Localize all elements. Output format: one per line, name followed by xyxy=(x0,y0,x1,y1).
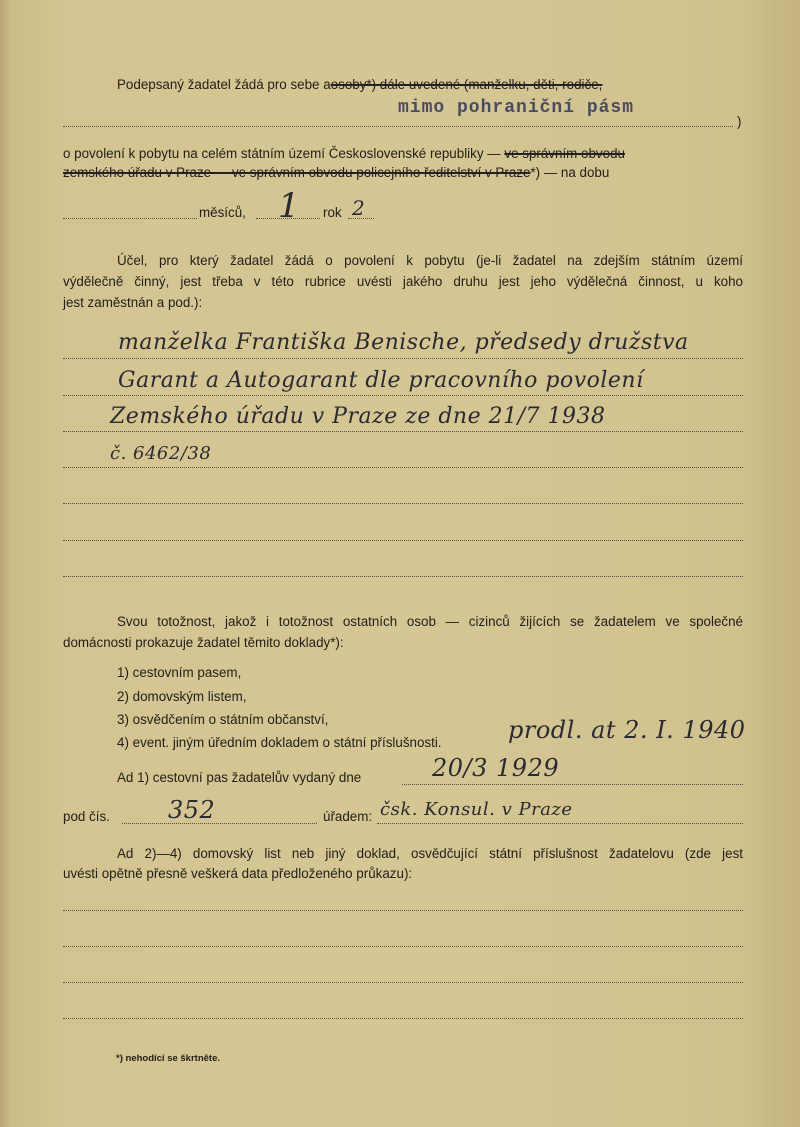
permit-line-3 xyxy=(63,164,609,182)
close-paren: ) xyxy=(737,114,742,129)
doc-item-text: osvědčením o státním občanství, xyxy=(132,712,329,727)
passport-number: 352 xyxy=(168,796,216,824)
permit-text: o povolení k pobytu na celém státním území Československé republiky — xyxy=(63,146,501,161)
dotted-line xyxy=(63,946,743,947)
doc-item-num: 1) xyxy=(117,665,129,680)
office-label: úřadem: xyxy=(323,809,373,824)
doc-item-num: 2) xyxy=(117,689,129,704)
doc-item xyxy=(117,711,328,729)
doc-item-num: 3) xyxy=(117,712,129,727)
domicile-line-1: Ad 2)—4) domovský list neb jiný doklad, osvědčující státní příslušnost žadatelovu (zde jest xyxy=(117,846,743,861)
passport-date: 20/3 1929 xyxy=(432,754,560,782)
permit-line-2 xyxy=(63,145,625,163)
intro-text: Podepsaný žadatel žádá pro sebe a xyxy=(117,77,331,92)
dotted-line xyxy=(63,431,743,432)
extension-note: prodl. at 2. I. 1940 xyxy=(508,716,746,744)
purpose-hand-2: Garant a Autogarant dle pracovního povolení xyxy=(118,368,644,393)
dotted-line xyxy=(402,784,743,785)
typed-note: mimo pohraniční pásm xyxy=(398,98,635,118)
doc-item xyxy=(117,664,241,682)
doc-item-text: domovským listem, xyxy=(132,689,247,704)
passport-office: čsk. Konsul. v Praze xyxy=(380,799,573,820)
dotted-line xyxy=(63,467,743,468)
purpose-hand-1: manželka Františka Benische, předsedy družstva xyxy=(118,330,689,355)
dotted-line xyxy=(63,503,743,504)
dotted-line xyxy=(377,823,743,824)
doc-item-num: 4) xyxy=(117,735,129,750)
year-value: 2 xyxy=(352,196,366,220)
doc-item-text: cestovním pasem, xyxy=(132,665,242,680)
doc-item-text: event. jiným úředním dokladem o státní příslušnosti. xyxy=(132,735,442,750)
number-label: pod čís. xyxy=(63,809,110,824)
months-value: 1 xyxy=(278,186,301,226)
dotted-line xyxy=(63,218,197,219)
intro-line xyxy=(117,76,602,94)
doc-item xyxy=(117,688,247,706)
purpose-line-1: Účel, pro který žadatel žádá o povolení k pobytu (je-li žadatel na zdejším státním území xyxy=(117,253,743,268)
passport-label-num: 1) xyxy=(137,770,150,785)
page-edge xyxy=(0,0,12,1127)
purpose-hand-4: č. 6462/38 xyxy=(110,443,212,464)
passport-label-pre: Ad xyxy=(117,770,134,785)
permit-struck-text-2: zemského úřadu v Praze — ve správním obvodu policejního ředitelství v Praze xyxy=(63,165,531,180)
permit-text-2: *) — na dobu xyxy=(530,165,610,180)
doc-item xyxy=(117,734,442,752)
passport-label xyxy=(117,769,361,787)
dotted-line xyxy=(63,1018,743,1019)
dotted-line xyxy=(63,126,733,127)
identity-line-1: Svou totožnost, jakož i totožnost ostatních osob — cizinců žijících se žadatelem ve společné xyxy=(117,614,743,629)
dotted-line xyxy=(63,395,743,396)
purpose-hand-3: Zemského úřadu v Praze ze dne 21/7 1938 xyxy=(110,404,606,429)
dotted-line xyxy=(63,358,743,359)
year-label: rok xyxy=(323,205,342,220)
passport-label-text: cestovní pas žadatelův vydaný dne xyxy=(152,770,362,785)
identity-line-2: domácnosti prokazuje žadatel těmito doklady*): xyxy=(63,635,344,650)
dotted-line xyxy=(122,823,317,824)
dotted-line xyxy=(63,540,743,541)
months-label: měsíců, xyxy=(199,205,246,220)
intro-struck-text: osoby*) dále uvedené (manželku, děti, rodiče, xyxy=(330,77,603,92)
dotted-line xyxy=(63,576,743,577)
dotted-line xyxy=(63,982,743,983)
permit-struck-text: ve správním obvodu xyxy=(504,146,625,161)
domicile-line-2: uvésti opětně přesně veškerá data předloženého průkazu): xyxy=(63,866,413,881)
dotted-line xyxy=(63,910,743,911)
purpose-line-3: jest zaměstnán a pod.): xyxy=(63,295,203,310)
footnote: *) nehodící se škrtněte. xyxy=(116,1053,221,1064)
purpose-line-2: výdělečně činný, jest třeba v této rubrice uvésti jakého druhu jest jeho výdělečná činnost, u koho xyxy=(63,274,743,289)
